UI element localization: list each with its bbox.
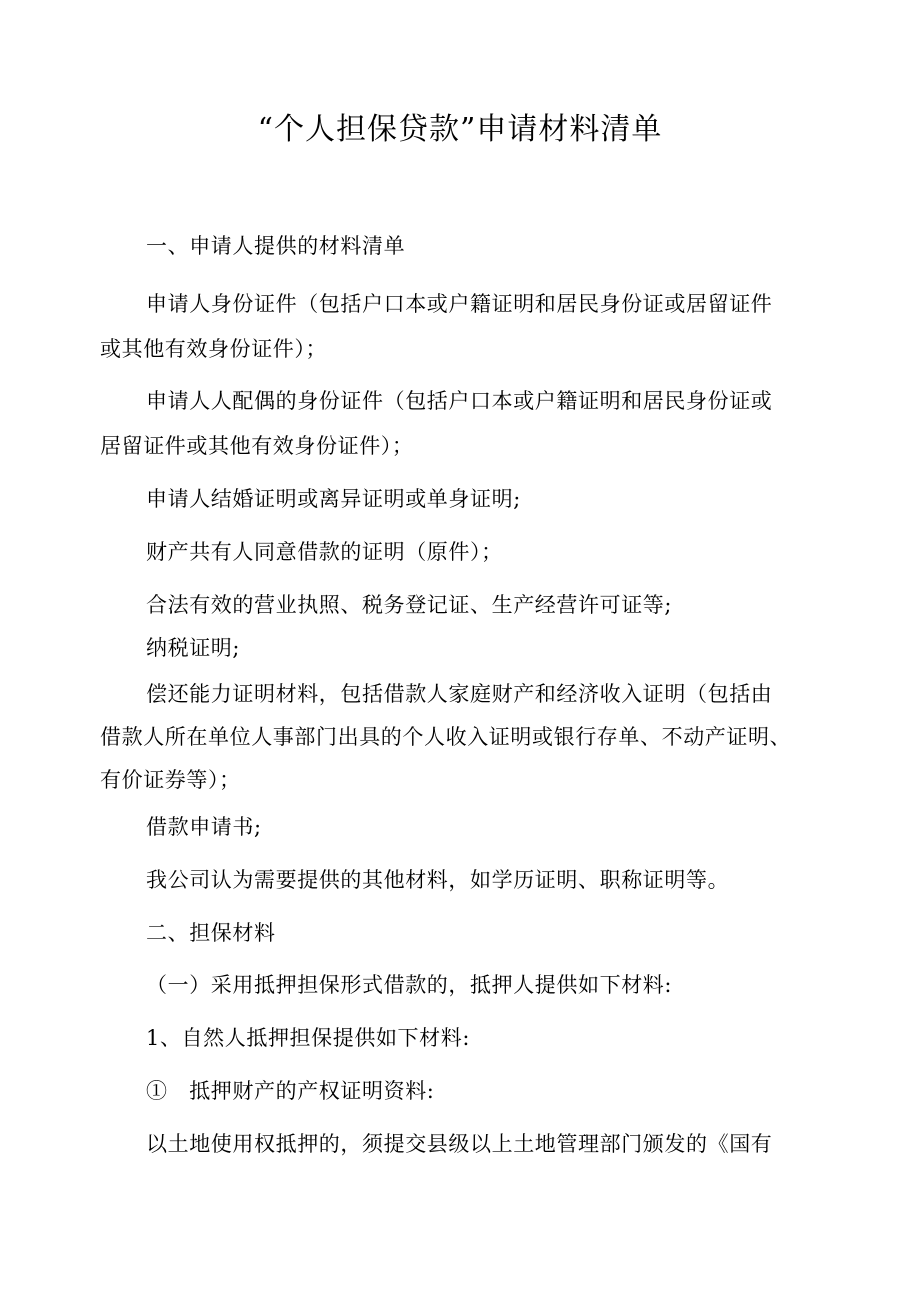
subsection-mortgage-guarantee: （一）采用抵押担保形式借款的，抵押人提供如下材料: [146,973,673,997]
subsection-property-title-proof: ① 抵押财产的产权证明资料: [146,1079,435,1103]
section-heading-applicant-materials: 一、申请人提供的材料清单 [146,234,406,258]
subsection-natural-person-mortgage: 1、自然人抵押担保提供如下材料: [146,1026,471,1050]
section-heading-guarantee-materials: 二、担保材料 [146,921,276,945]
list-item-id-documents-line1: 申请人身份证件（包括户口本或户籍证明和居民身份证或居留证件 [146,292,773,316]
list-item-repayment-ability-line2: 借款人所在单位人事部门出具的个人收入证明或银行存单、不动产证明、 [100,725,792,749]
list-item-loan-application: 借款申请书; [146,815,262,839]
list-item-marriage-proof: 申请人结婚证明或离异证明或单身证明; [146,487,521,511]
list-item-spouse-id-line1: 申请人人配偶的身份证件（包括户口本或户籍证明和居民身份证或 [146,389,773,413]
list-item-business-license: 合法有效的营业执照、税务登记证、生产经营许可证等; [146,593,673,617]
list-item-co-owner-consent: 财产共有人同意借款的证明（原件）； [146,540,503,564]
list-item-repayment-ability-line1: 偿还能力证明材料，包括借款人家庭财产和经济收入证明（包括由 [146,682,773,706]
list-item-repayment-ability-line3: 有价证券等）； [100,768,241,792]
list-item-spouse-id-line2: 居留证件或其他有效身份证件）； [100,434,414,458]
list-item-tax-proof: 纳税证明; [146,636,241,660]
paragraph-land-use-right: 以土地使用权抵押的，须提交县级以上土地管理部门颁发的《国有 [146,1132,773,1156]
document-title: “个人担保贷款”申请材料清单 [257,112,663,147]
list-item-id-documents-line2: 或其他有效身份证件）； [100,337,328,361]
list-item-other-materials: 我公司认为需要提供的其他材料，如学历证明、职称证明等。 [146,868,730,892]
